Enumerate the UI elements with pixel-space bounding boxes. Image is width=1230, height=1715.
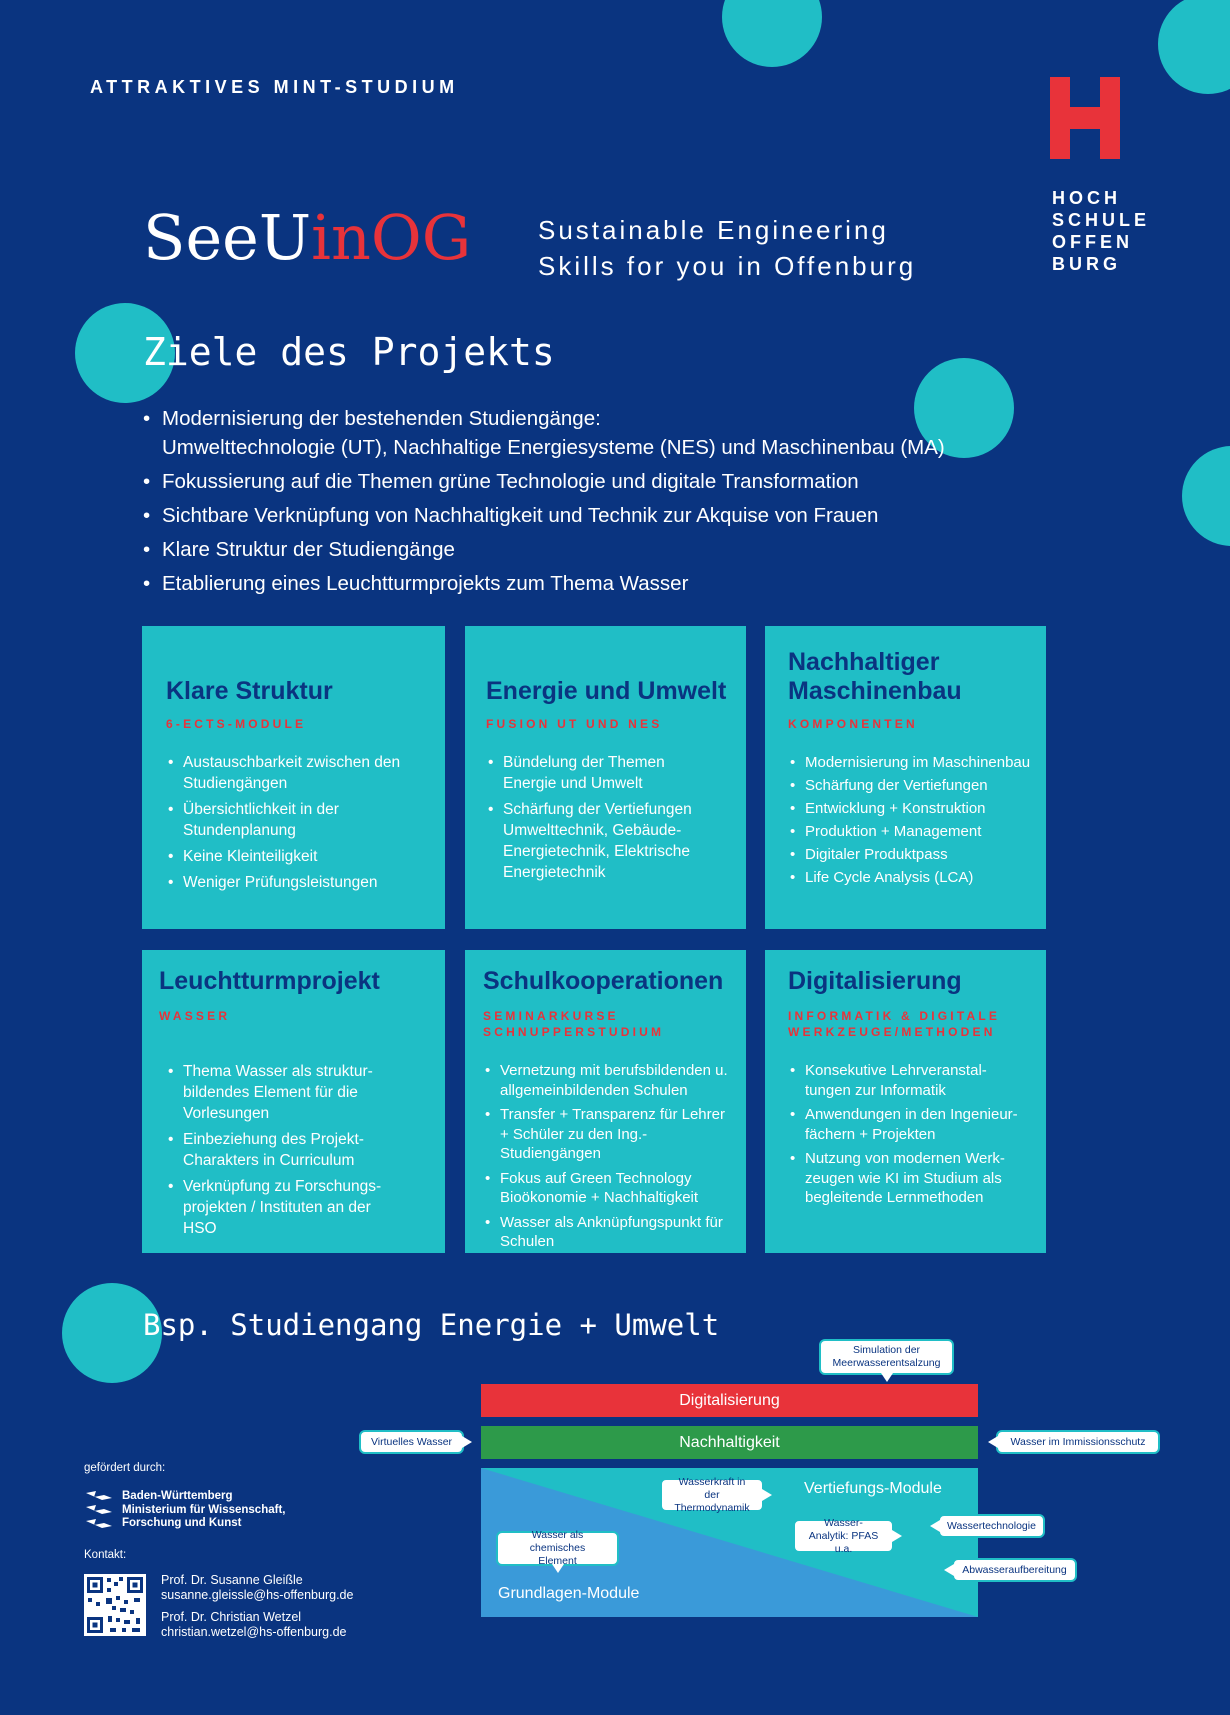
- grundlagen-label: Grundlagen-Module: [498, 1585, 640, 1602]
- card-list-item: • Wasser als Anknüpfungspunkt für Schulen: [483, 1213, 736, 1252]
- card-list-item: • Fokus auf Green Technology Bioökonomie + Nachhaltigkeit: [483, 1169, 736, 1208]
- sustainability-bar: Nachhaltigkeit: [481, 1426, 978, 1459]
- wordmark-line: BURG: [1052, 254, 1121, 274]
- callout-water-technology: Wassertechnologie: [938, 1514, 1045, 1538]
- card-schulkooperationen: [465, 950, 746, 1253]
- card-list-item: • Konsekutive Lehrveranstal-tungen zur Informatik: [788, 1061, 1032, 1100]
- goal-item: • Fokussierung auf die Themen grüne Technologie und digitale Transformation: [143, 467, 945, 496]
- callout-simulation: Simulation der Meerwasserentsalzung: [819, 1339, 954, 1375]
- goal-item: • Klare Struktur der Studiengänge: [143, 535, 945, 564]
- callout-water-analytics: Wasser-Analytik: PFAS u.a.: [793, 1519, 894, 1553]
- card-list-item: • Schärfung der Vertiefungen Umwelttechnik, Gebäude-Energietechnik, Elektrische Energietechnik: [486, 799, 716, 883]
- contact-details: [161, 1573, 353, 1640]
- card-list: [788, 1061, 1032, 1208]
- card-subtitle: 6-ECTS-MODULE: [166, 717, 307, 731]
- card-list-item: • Produktion + Management: [788, 822, 1042, 841]
- card-list-item: • Austauschbarkeit zwischen den Studiengängen: [166, 752, 429, 794]
- qr-code-icon: [84, 1574, 146, 1641]
- decor-circle: [722, 0, 822, 67]
- contact-email[interactable]: christian.wetzel@hs-offenburg.de: [161, 1625, 347, 1639]
- card-list: [788, 753, 1042, 887]
- card-subtitle: SEMINARKURSE SCHNUPPERSTUDIUM: [483, 1009, 665, 1039]
- card-list-item: • Keine Kleinteiligkeit: [166, 846, 429, 867]
- tagline-line: Sustainable Engineering: [538, 215, 889, 245]
- card-list-item: • Life Cycle Analysis (LCA): [788, 868, 1042, 887]
- ministry-logo-icon: [84, 1489, 114, 1536]
- contact-name: Prof. Dr. Susanne Gleißle: [161, 1573, 303, 1587]
- card-subtitle: KOMPONENTEN: [788, 717, 918, 731]
- card-energie-umwelt: [465, 626, 746, 929]
- card-title: Klare Struktur: [166, 677, 333, 705]
- card-list: [159, 1061, 433, 1239]
- goals-list: [143, 404, 945, 603]
- card-nachhaltiger-maschinenbau: [765, 626, 1046, 929]
- card-list-item: • Schärfung der Vertiefungen: [788, 776, 1042, 795]
- card-list-item: • Transfer + Transparenz für Lehrer + Schüler zu den Ing.-Studiengängen: [483, 1105, 736, 1164]
- card-subtitle: INFORMATIK & DIGITALE WERKZEUGE/METHODEN: [788, 1009, 1001, 1039]
- card-list: [486, 752, 736, 883]
- goals-heading: Ziele des Projekts: [143, 330, 555, 374]
- card-list-item: • Vernetzung mit berufsbildenden u. allgemeinbildenden Schulen: [483, 1061, 736, 1100]
- project-brand: [143, 200, 471, 276]
- card-list-item: • Entwicklung + Konstruktion: [788, 799, 1042, 818]
- contact-label: Kontakt:: [84, 1549, 127, 1561]
- card-title: Nachhaltiger Maschinenbau: [788, 648, 962, 705]
- card-list-item: • Thema Wasser als struktur-bildendes Element für die Vorlesungen: [166, 1061, 403, 1124]
- kicker: ATTRAKTIVES MINT-STUDIUM: [90, 77, 459, 97]
- card-title: Schulkooperationen: [483, 967, 724, 995]
- card-list-item: • Digitaler Produktpass: [788, 845, 1042, 864]
- contact-email[interactable]: susanne.gleissle@hs-offenburg.de: [161, 1588, 354, 1602]
- callout-hydropower: Wasserkraft in der Thermodynamik: [660, 1478, 764, 1512]
- ministry-name: Baden-Württemberg Ministerium für Wissenschaft, Forschung und Kunst: [122, 1490, 286, 1529]
- card-title: Energie und Umwelt: [486, 677, 727, 705]
- university-wordmark: [1052, 187, 1150, 275]
- card-digitalisierung: [765, 950, 1046, 1253]
- card-title: Leuchtturmprojekt: [159, 967, 380, 995]
- wordmark-line: OFFEN: [1052, 232, 1133, 252]
- card-list: [483, 1061, 740, 1252]
- card-klare-struktur: [142, 626, 445, 929]
- callout-virtual-water: Virtuelles Wasser: [359, 1430, 464, 1454]
- card-list: [166, 752, 433, 893]
- contact-name: Prof. Dr. Christian Wetzel: [161, 1610, 302, 1624]
- callout-water-chem: Wasser als chemisches Element: [496, 1531, 619, 1566]
- card-list-item: • Einbeziehung des Projekt-Charakters in Curriculum: [166, 1129, 403, 1171]
- brand-part-1: SeeU: [143, 201, 312, 274]
- goal-item: • Modernisierung der bestehenden Studiengänge: Umwelttechnologie (UT), Nachhaltige Energiesysteme (NES) und Maschinenbau (MA): [143, 404, 945, 462]
- card-list-item: • Übersichtlichkeit in der Stundenplanung: [166, 799, 429, 841]
- card-subtitle: WASSER: [159, 1009, 231, 1023]
- goal-item: • Etablierung eines Leuchtturmprojekts zum Thema Wasser: [143, 569, 945, 598]
- callout-wastewater: Abwasseraufbereitung: [952, 1558, 1077, 1582]
- brand-part-2: inOG: [311, 201, 472, 274]
- card-leuchtturmprojekt: [142, 950, 445, 1253]
- decor-circle: [1158, 0, 1230, 94]
- university-logo-icon: [1050, 77, 1120, 164]
- tagline: [538, 212, 916, 284]
- card-subtitle: FUSION UT UND NES: [486, 717, 663, 731]
- funded-by-label: gefördert durch:: [84, 1462, 166, 1474]
- card-title: Digitalisierung: [788, 967, 962, 995]
- example-heading: Bsp. Studiengang Energie + Umwelt: [143, 1308, 720, 1342]
- card-list-item: • Bündelung der Themen Energie und Umwelt: [486, 752, 716, 794]
- wordmark-line: SCHULE: [1052, 210, 1151, 230]
- decor-circle: [1182, 446, 1230, 546]
- goal-item: • Sichtbare Verknüpfung von Nachhaltigkeit und Technik zur Akquise von Frauen: [143, 501, 945, 530]
- digitalization-bar: Digitalisierung: [481, 1384, 978, 1417]
- vertiefung-label: Vertiefungs-Module: [804, 1480, 942, 1497]
- card-list-item: • Verknüpfung zu Forschungs-projekten / Instituten an der HSO: [166, 1176, 403, 1239]
- card-list-item: • Anwendungen in den Ingenieur-fächern + Projekten: [788, 1105, 1032, 1144]
- callout-emission-protection: Wasser im Immissionsschutz: [996, 1430, 1160, 1454]
- card-list-item: • Modernisierung im Maschinenbau: [788, 753, 1042, 772]
- wordmark-line: HOCH: [1052, 188, 1121, 208]
- card-list-item: • Weniger Prüfungsleistungen: [166, 872, 429, 893]
- card-list-item: • Nutzung von modernen Werk-zeugen wie KI im Studium als begleitende Lernmethoden: [788, 1149, 1032, 1208]
- tagline-line: Skills for you in Offenburg: [538, 251, 917, 281]
